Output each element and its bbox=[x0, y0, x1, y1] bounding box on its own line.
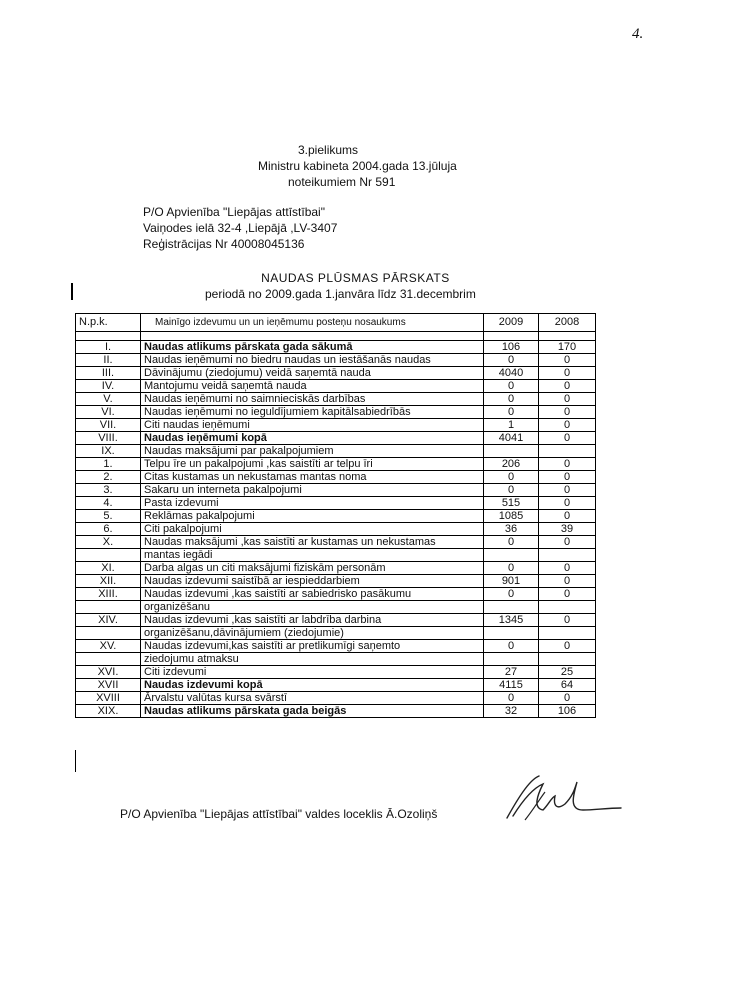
cash-flow-table bbox=[75, 313, 596, 718]
row-value-2008: 0 bbox=[539, 419, 596, 432]
row-item-name: Sakaru un interneta pakalpojumi bbox=[141, 484, 484, 497]
row-item-name: Naudas maksājumi par pakalpojumiem bbox=[141, 445, 484, 458]
row-code: IV. bbox=[76, 380, 141, 393]
row-code: XII. bbox=[76, 575, 141, 588]
row-item-name: Naudas atlikums pārskata gada sākumā bbox=[141, 341, 484, 354]
table-row bbox=[76, 549, 596, 562]
row-value-2008: 0 bbox=[539, 575, 596, 588]
report-period: periodā no 2009.gada 1.janvāra līdz 31.decembrim bbox=[205, 287, 476, 301]
row-value-2009: 1 bbox=[484, 419, 539, 432]
row-item-name: Citi naudas ieņēmumi bbox=[141, 419, 484, 432]
report-title-block bbox=[205, 270, 476, 302]
row-item-name: Naudas maksājumi ,kas saistīti ar kustamas un nekustamas bbox=[141, 536, 484, 549]
row-item-name: mantas iegādi bbox=[141, 549, 484, 562]
row-value-2009 bbox=[484, 549, 539, 562]
regulation-number: noteikumiem Nr 591 bbox=[288, 175, 396, 189]
row-value-2009: 0 bbox=[484, 471, 539, 484]
header-2009: 2009 bbox=[484, 314, 539, 332]
row-value-2009: 0 bbox=[484, 406, 539, 419]
organization-registration: Reģistrācijas Nr 40008045136 bbox=[143, 237, 305, 251]
row-value-2008 bbox=[539, 627, 596, 640]
row-code: 5. bbox=[76, 510, 141, 523]
row-code: XI. bbox=[76, 562, 141, 575]
row-code: XVII bbox=[76, 679, 141, 692]
row-item-name: Naudas ieņēmumi kopā bbox=[141, 432, 484, 445]
table-header-row bbox=[76, 314, 596, 332]
table-row bbox=[76, 458, 596, 471]
table-row bbox=[76, 497, 596, 510]
row-value-2008: 0 bbox=[539, 614, 596, 627]
table-row bbox=[76, 666, 596, 679]
row-value-2008: 0 bbox=[539, 380, 596, 393]
header-npk: N.p.k. bbox=[76, 314, 141, 332]
row-code: X. bbox=[76, 536, 141, 549]
row-value-2009 bbox=[484, 653, 539, 666]
row-value-2008: 0 bbox=[539, 562, 596, 575]
row-item-name: Pasta izdevumi bbox=[141, 497, 484, 510]
row-value-2008 bbox=[539, 549, 596, 562]
row-code: XIV. bbox=[76, 614, 141, 627]
row-code: 6. bbox=[76, 523, 141, 536]
row-code bbox=[76, 601, 141, 614]
regulation-line: Ministru kabineta 2004.gada 13.jūluja bbox=[258, 159, 457, 173]
row-item-name: Citi pakalpojumi bbox=[141, 523, 484, 536]
row-item-name: Citas kustamas un nekustamas mantas noma bbox=[141, 471, 484, 484]
row-item-name: organizēšanu,dāvinājumiem (ziedojumie) bbox=[141, 627, 484, 640]
table-row bbox=[76, 601, 596, 614]
row-item-name: Telpu īre un pakalpojumi ,kas saistīti ar telpu īri bbox=[141, 458, 484, 471]
row-value-2009: 901 bbox=[484, 575, 539, 588]
appendix-label: 3.pielikums bbox=[298, 143, 359, 157]
row-item-name: Naudas izdevumi,kas saistīti ar pretlikumīgi saņemto bbox=[141, 640, 484, 653]
row-value-2008: 0 bbox=[539, 367, 596, 380]
header-item-name: Mainīgo izdevumu un un ieņēmumu posteņu nosaukums bbox=[141, 314, 484, 332]
row-code: II. bbox=[76, 354, 141, 367]
row-value-2008: 25 bbox=[539, 666, 596, 679]
table-row bbox=[76, 523, 596, 536]
table-row bbox=[76, 575, 596, 588]
table-row bbox=[76, 419, 596, 432]
row-value-2009: 4115 bbox=[484, 679, 539, 692]
table-row bbox=[76, 640, 596, 653]
table-row bbox=[76, 588, 596, 601]
row-value-2008: 0 bbox=[539, 484, 596, 497]
row-value-2009: 4040 bbox=[484, 367, 539, 380]
row-value-2008: 0 bbox=[539, 471, 596, 484]
row-item-name: Citi izdevumi bbox=[141, 666, 484, 679]
row-item-name: Mantojumu veidā saņemtā nauda bbox=[141, 380, 484, 393]
margin-mark bbox=[75, 750, 76, 772]
row-value-2008: 0 bbox=[539, 393, 596, 406]
row-value-2008: 106 bbox=[539, 705, 596, 718]
row-item-name: Naudas izdevumi ,kas saistīti ar sabiedrisko pasākumu bbox=[141, 588, 484, 601]
row-code bbox=[76, 627, 141, 640]
row-code: V. bbox=[76, 393, 141, 406]
row-item-name: Ārvalstu valūtas kursa svārstī bbox=[141, 692, 484, 705]
row-item-name: Naudas ieņēmumi no saimnieciskās darbības bbox=[141, 393, 484, 406]
row-value-2008: 0 bbox=[539, 432, 596, 445]
row-value-2009 bbox=[484, 445, 539, 458]
row-value-2009 bbox=[484, 601, 539, 614]
table-row bbox=[76, 536, 596, 549]
table-row bbox=[76, 679, 596, 692]
table-row bbox=[76, 341, 596, 354]
row-item-name: ziedojumu atmaksu bbox=[141, 653, 484, 666]
row-value-2008: 0 bbox=[539, 354, 596, 367]
row-code bbox=[76, 549, 141, 562]
row-item-name: Naudas izdevumi kopā bbox=[141, 679, 484, 692]
row-code bbox=[76, 653, 141, 666]
table-row bbox=[76, 484, 596, 497]
row-code: XIII. bbox=[76, 588, 141, 601]
row-value-2009: 36 bbox=[484, 523, 539, 536]
row-value-2009: 0 bbox=[484, 393, 539, 406]
row-value-2008: 0 bbox=[539, 692, 596, 705]
row-value-2008: 0 bbox=[539, 406, 596, 419]
row-item-name: Naudas izdevumi ,kas saistīti ar labdrība darbina bbox=[141, 614, 484, 627]
organization-block bbox=[143, 204, 337, 252]
organization-name: P/O Apvienība "Liepājas attīstībai" bbox=[143, 205, 325, 219]
table-row bbox=[76, 354, 596, 367]
table-row bbox=[76, 562, 596, 575]
table-row bbox=[76, 705, 596, 718]
signatory-line: P/O Apvienība "Liepājas attīstībai" valdes loceklis Ā.Ozoliņš bbox=[120, 807, 438, 821]
row-value-2008 bbox=[539, 653, 596, 666]
row-item-name: Naudas ieņēmumi no ieguldījumiem kapitālsabiedrībās bbox=[141, 406, 484, 419]
row-value-2008: 39 bbox=[539, 523, 596, 536]
row-code: IX. bbox=[76, 445, 141, 458]
row-code: VI. bbox=[76, 406, 141, 419]
row-code: 4. bbox=[76, 497, 141, 510]
table-spacer-row bbox=[76, 332, 596, 341]
row-item-name: Dāvinājumu (ziedojumu) veidā saņemtā nauda bbox=[141, 367, 484, 380]
table-row bbox=[76, 367, 596, 380]
row-value-2009: 1345 bbox=[484, 614, 539, 627]
row-value-2009: 0 bbox=[484, 484, 539, 497]
table-row bbox=[76, 653, 596, 666]
header-2008: 2008 bbox=[539, 314, 596, 332]
row-item-name: Naudas atlikums pārskata gada beigās bbox=[141, 705, 484, 718]
row-code: 1. bbox=[76, 458, 141, 471]
row-code: III. bbox=[76, 367, 141, 380]
table-row bbox=[76, 380, 596, 393]
row-value-2008: 64 bbox=[539, 679, 596, 692]
row-value-2008: 0 bbox=[539, 510, 596, 523]
signature-image bbox=[503, 770, 623, 830]
regulation-reference bbox=[258, 142, 457, 190]
table-row bbox=[76, 614, 596, 627]
row-code: I. bbox=[76, 341, 141, 354]
table-row bbox=[76, 432, 596, 445]
row-code: XIX. bbox=[76, 705, 141, 718]
row-value-2009: 0 bbox=[484, 536, 539, 549]
row-value-2009: 0 bbox=[484, 640, 539, 653]
row-value-2009: 1085 bbox=[484, 510, 539, 523]
row-value-2008: 0 bbox=[539, 588, 596, 601]
row-code: XVIII bbox=[76, 692, 141, 705]
row-value-2008: 0 bbox=[539, 458, 596, 471]
row-value-2009 bbox=[484, 627, 539, 640]
organization-address: Vaiņodes ielā 32-4 ,Liepājā ,LV-3407 bbox=[143, 221, 338, 235]
row-item-name: Naudas izdevumi saistībā ar iespieddarbiem bbox=[141, 575, 484, 588]
table-row bbox=[76, 627, 596, 640]
table-row bbox=[76, 510, 596, 523]
row-code: XV. bbox=[76, 640, 141, 653]
row-value-2009: 515 bbox=[484, 497, 539, 510]
row-code: 2. bbox=[76, 471, 141, 484]
row-value-2008: 0 bbox=[539, 497, 596, 510]
row-value-2009: 0 bbox=[484, 562, 539, 575]
row-value-2008: 0 bbox=[539, 536, 596, 549]
row-code: VII. bbox=[76, 419, 141, 432]
row-value-2009: 0 bbox=[484, 380, 539, 393]
page-number: 4. bbox=[632, 26, 644, 42]
row-value-2009: 4041 bbox=[484, 432, 539, 445]
row-value-2008: 170 bbox=[539, 341, 596, 354]
table-row bbox=[76, 406, 596, 419]
row-item-name: Naudas ieņēmumi no biedru naudas un iestāšanās naudas bbox=[141, 354, 484, 367]
row-value-2009: 27 bbox=[484, 666, 539, 679]
row-value-2008: 0 bbox=[539, 640, 596, 653]
row-value-2009: 0 bbox=[484, 692, 539, 705]
table-row bbox=[76, 445, 596, 458]
row-value-2008 bbox=[539, 601, 596, 614]
table-row bbox=[76, 471, 596, 484]
row-value-2009: 106 bbox=[484, 341, 539, 354]
row-item-name: Darba algas un citi maksājumi fiziskām personām bbox=[141, 562, 484, 575]
row-item-name: Reklāmas pakalpojumi bbox=[141, 510, 484, 523]
row-value-2009: 206 bbox=[484, 458, 539, 471]
row-code: VIII. bbox=[76, 432, 141, 445]
table-row bbox=[76, 692, 596, 705]
report-title: NAUDAS PLŪSMAS PĀRSKATS bbox=[261, 271, 450, 285]
row-code: XVI. bbox=[76, 666, 141, 679]
row-value-2009: 0 bbox=[484, 588, 539, 601]
row-value-2009: 32 bbox=[484, 705, 539, 718]
row-code: 3. bbox=[76, 484, 141, 497]
table-row bbox=[76, 393, 596, 406]
row-value-2009: 0 bbox=[484, 354, 539, 367]
margin-mark bbox=[71, 283, 73, 300]
row-item-name: organizēšanu bbox=[141, 601, 484, 614]
row-value-2008 bbox=[539, 445, 596, 458]
